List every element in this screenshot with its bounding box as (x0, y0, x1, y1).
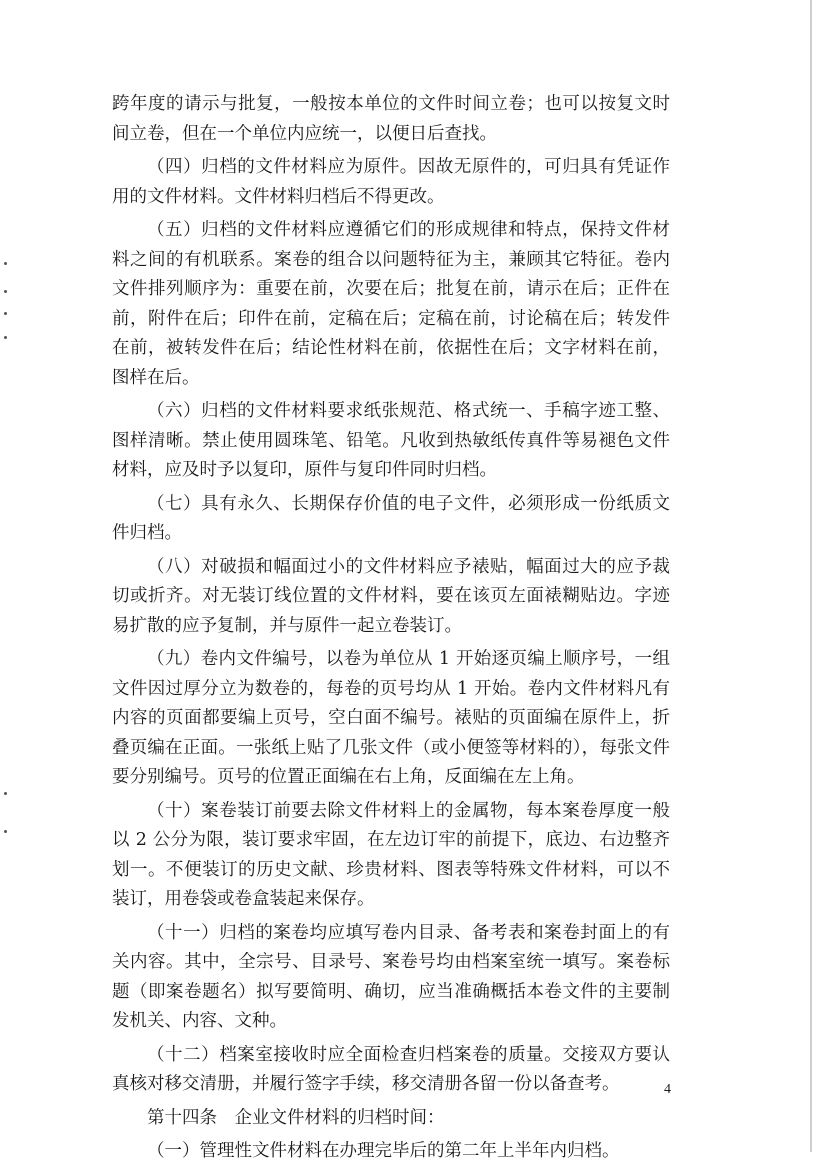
scan-speck (4, 336, 7, 339)
scan-speck (4, 262, 7, 265)
scan-edge (810, 0, 812, 1152)
scan-speck (4, 312, 7, 315)
scan-speck (4, 830, 7, 833)
paragraph-item-11: （十一）归档的案卷均应填写卷内目录、备考表和案卷封面上的有关内容。其中，全宗号、目录号、案卷号均由档案室统一填写。案卷标题（即案卷题名）拟写要简明、确切，应当准确概括本卷文件的主要制发机关、内容、文种。 (112, 922, 670, 1031)
page-number: 4 (664, 1082, 671, 1097)
paragraph-continuation: 跨年度的请示与批复，一般按本单位的文件时间立卷；也可以按复文时间立卷，但在一个单位内应统一，以便日后查找。 (112, 94, 670, 144)
paragraph-item-9: （九）卷内文件编号，以卷为单位从 1 开始逐页编上顺序号，一组文件因过厚分立为数卷的，每卷的页号均从 1 开始。卷内文件材料凡有内容的页面都要编上页号，空白面不编号。裱贴的页面编在原件上，折叠页编在正面。一张纸上贴了几张文件（或小便签等材料的），每张文件要分别编号。页号的位置正面编在右上角，反面编在左上角。 (112, 649, 670, 787)
paragraph-item-4: （四）归档的文件材料应为原件。因故无原件的，可归具有凭证作用的文件材料。文件材料归档后不得更改。 (112, 157, 670, 207)
document-body (112, 90, 670, 1167)
article-14-heading: 第十四条 企业文件材料的归档时间： (147, 1107, 445, 1128)
paragraph-item-7: （七）具有永久、长期保存价值的电子文件，必须形成一份纸质文件归档。 (112, 493, 670, 543)
scan-speck (4, 792, 7, 795)
paragraph-item-6: （六）归档的文件材料要求纸张规范、格式统一、手稿字迹工整、图样清晰。禁止使用圆珠笔、铅笔。凡收到热敏纸传真件等易褪色文件材料，应及时予以复印，原件与复印件同时归档。 (112, 401, 670, 480)
scan-speck (4, 290, 7, 293)
paragraph-item-12: （十二）档案室接收时应全面检查归档案卷的质量。交接双方要认真核对移交清册，并履行签字手续，移交清册各留一份以备查考。 (112, 1044, 670, 1094)
paragraph-item-10: （十）案卷装订前要去除文件材料上的金属物，每本案卷厚度一般以 2 公分为限，装订要求牢固，在左边订牢的前提下，底边、右边整齐划一。不便装订的历史文献、珍贵材料、图表等特殊文件材料，可以不装订，用卷袋或卷盒装起来保存。 (112, 800, 670, 909)
paragraph-item-5: （五）归档的文件材料应遵循它们的形成规律和特点，保持文件材料之间的有机联系。案卷的组合以问题特征为主，兼顾其它特征。卷内文件排列顺序为：重要在前，次要在后；批复在前，请示在后；正件在前，附件在后；印件在前，定稿在后；定稿在前，讨论稿在后；转发件在前，被转发件在后；结论性材料在前，依据性在后；文字材料在前，图样在后。 (112, 220, 670, 388)
paragraph-item-8: （八）对破损和幅面过小的文件材料应予裱贴，幅面过大的应予裁切或折齐。对无装订线位置的文件材料，要在该页左面裱糊贴边。字迹易扩散的应予复制，并与原件一起立卷装订。 (112, 556, 670, 636)
article-14-item-1: （一）管理性文件材料在办理完毕后的第二年上半年内归档。 (147, 1141, 620, 1161)
